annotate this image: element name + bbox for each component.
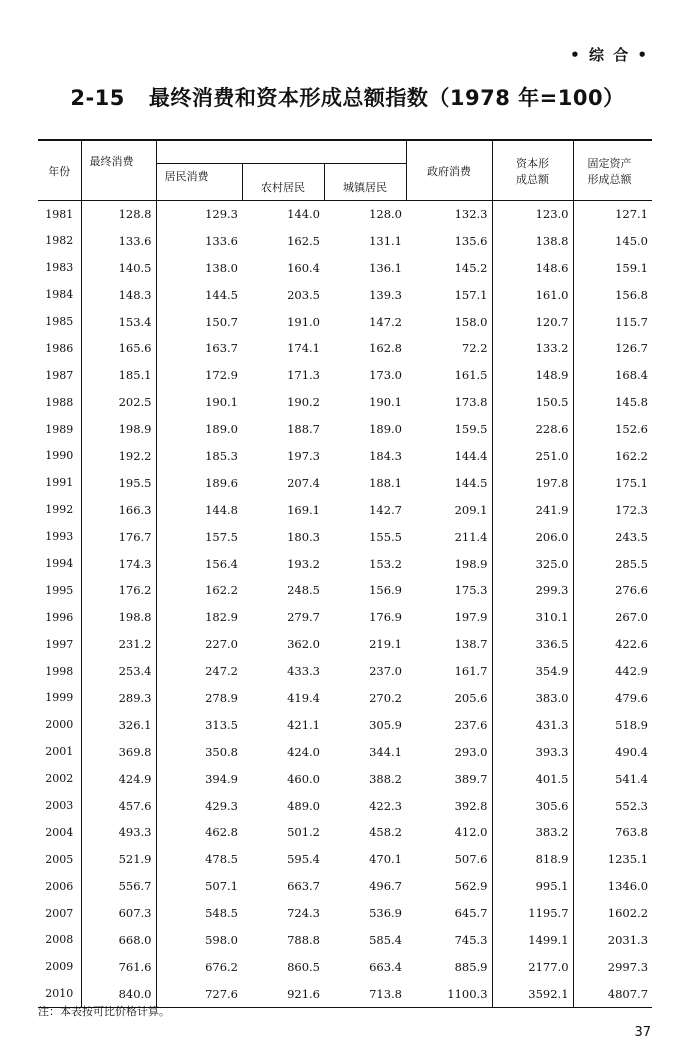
cell-final-consumption: 424.9: [81, 765, 156, 792]
cell-final-consumption: 556.7: [81, 873, 156, 900]
cell-fixed-capital: 479.6: [615, 690, 649, 705]
cell-fixed-capital: 541.4: [615, 771, 649, 786]
cell-government: 237.6: [406, 711, 492, 738]
cell-year: 1991: [38, 469, 81, 496]
cell-rural: 362.0: [287, 637, 320, 652]
cell-fixed-capital: 159.1: [615, 260, 649, 275]
cell-urban: 188.1: [369, 475, 403, 490]
table-row: [38, 281, 652, 308]
cell-rural: 860.5: [287, 959, 320, 974]
cell-capital-formation: 383.2: [492, 819, 573, 846]
cell-household: 394.9: [205, 771, 238, 786]
cell-fixed-capital: 763.8: [615, 825, 649, 840]
cell-government: 645.7: [406, 900, 492, 927]
cell-government: 562.9: [406, 873, 492, 900]
cell-year: 1997: [38, 631, 81, 658]
header-household: 居民消费: [156, 164, 242, 201]
cell-year: 1994: [38, 550, 81, 577]
cell-household: 129.3: [205, 207, 238, 222]
header-capital-formation-line1: 资本形: [516, 156, 550, 170]
cell-urban: 536.9: [369, 906, 403, 921]
cell-fixed-capital: 1235.1: [607, 852, 649, 867]
cell-year: 2002: [38, 765, 81, 792]
cell-capital-formation: 818.9: [492, 846, 573, 873]
cell-final-consumption: 198.8: [81, 604, 156, 631]
cell-rural: 595.4: [287, 852, 320, 867]
cell-capital-formation: 206.0: [492, 523, 573, 550]
cell-capital-formation: 310.1: [492, 604, 573, 631]
cell-government: 161.7: [406, 658, 492, 685]
cell-fixed-capital: 518.9: [615, 717, 649, 732]
cell-fixed-capital: 276.6: [615, 583, 649, 598]
cell-final-consumption: 521.9: [81, 846, 156, 873]
cell-household: 157.5: [205, 529, 238, 544]
cell-capital-formation: 241.9: [492, 496, 573, 523]
table-row: [38, 389, 652, 416]
table-row: [38, 846, 652, 873]
cell-fixed-capital: 126.7: [615, 341, 649, 356]
cell-year: 2004: [38, 819, 81, 846]
table-row: [38, 550, 652, 577]
cell-household: 478.5: [205, 852, 238, 867]
cell-year: 2000: [38, 711, 81, 738]
cell-rural: 460.0: [287, 771, 320, 786]
cell-year: 1988: [38, 389, 81, 416]
cell-final-consumption: 289.3: [81, 685, 156, 712]
cell-government: 209.1: [406, 496, 492, 523]
cell-household: 163.7: [205, 341, 238, 356]
cell-rural: 174.1: [287, 341, 320, 356]
table-row: [38, 604, 652, 631]
cell-household: 429.3: [205, 798, 238, 813]
cell-capital-formation: 325.0: [492, 550, 573, 577]
cell-household: 462.8: [205, 825, 238, 840]
cell-government: 175.3: [406, 577, 492, 604]
cell-capital-formation: 120.7: [492, 308, 573, 335]
header-capital-formation: [492, 140, 573, 201]
cell-final-consumption: 195.5: [81, 469, 156, 496]
cell-household: 182.9: [205, 610, 238, 625]
cell-final-consumption: 174.3: [81, 550, 156, 577]
cell-urban: 305.9: [369, 717, 403, 732]
header-final-consumption: 最终消费: [81, 140, 156, 201]
cell-year: 2008: [38, 927, 81, 954]
cell-year: 2007: [38, 900, 81, 927]
cell-rural: 197.3: [287, 448, 320, 463]
cell-rural: 279.7: [287, 610, 320, 625]
cell-fixed-capital: 1346.0: [607, 879, 649, 894]
table-row: [38, 254, 652, 281]
table-row: [38, 900, 652, 927]
cell-urban: 153.2: [369, 556, 403, 571]
cell-capital-formation: 150.5: [492, 389, 573, 416]
cell-fixed-capital: 490.4: [615, 744, 649, 759]
cell-fixed-capital: 2031.3: [607, 932, 649, 947]
cell-final-consumption: 192.2: [81, 443, 156, 470]
cell-capital-formation: 138.8: [492, 227, 573, 254]
cell-urban: 128.0: [369, 207, 403, 222]
table-row: [38, 953, 652, 980]
table-row: [38, 335, 652, 362]
cell-urban: 184.3: [369, 448, 403, 463]
cell-rural: 144.0: [287, 207, 320, 222]
cell-capital-formation: 228.6: [492, 416, 573, 443]
cell-urban: 156.9: [369, 583, 403, 598]
cell-capital-formation: 995.1: [492, 873, 573, 900]
table-row: [38, 738, 652, 765]
cell-year: 1990: [38, 443, 81, 470]
cell-fixed-capital: 145.8: [615, 395, 649, 410]
cell-capital-formation: 123.0: [492, 201, 573, 228]
cell-fixed-capital: 1602.2: [607, 906, 649, 921]
cell-government: 507.6: [406, 846, 492, 873]
cell-rural: 724.3: [287, 906, 320, 921]
cell-fixed-capital: 267.0: [615, 610, 649, 625]
cell-household: 548.5: [205, 906, 238, 921]
header-urban: 城镇居民: [324, 164, 406, 201]
table-row: [38, 819, 652, 846]
cell-year: 2005: [38, 846, 81, 873]
page-number: 37: [634, 1025, 651, 1040]
header-capital-formation-line2: 成总额: [516, 172, 550, 186]
cell-year: 1982: [38, 227, 81, 254]
cell-government: 158.0: [406, 308, 492, 335]
cell-government: 159.5: [406, 416, 492, 443]
cell-urban: 237.0: [369, 664, 403, 679]
cell-household: 150.7: [205, 314, 238, 329]
cell-government: 157.1: [406, 281, 492, 308]
cell-final-consumption: 166.3: [81, 496, 156, 523]
cell-final-consumption: 133.6: [81, 227, 156, 254]
cell-fixed-capital: 127.1: [615, 207, 649, 222]
cell-capital-formation: 2177.0: [492, 953, 573, 980]
table-title-text: 最终消费和资本形成总额指数（1978 年=100）: [148, 86, 625, 110]
cell-household: 185.3: [205, 448, 238, 463]
cell-government: 211.4: [406, 523, 492, 550]
cell-household: 144.5: [205, 287, 238, 302]
header-fixed-capital-line2: 形成总额: [587, 172, 632, 186]
cell-household: 189.6: [205, 475, 238, 490]
cell-urban: 713.8: [324, 980, 406, 1007]
cell-year: 1986: [38, 335, 81, 362]
cell-fixed-capital: 2997.3: [607, 959, 649, 974]
cell-urban: 162.8: [369, 341, 403, 356]
cell-urban: 131.1: [369, 233, 403, 248]
cell-urban: 219.1: [369, 637, 403, 652]
cell-final-consumption: 231.2: [81, 631, 156, 658]
cell-capital-formation: 133.2: [492, 335, 573, 362]
cell-rural: 160.4: [287, 260, 320, 275]
cell-final-consumption: 128.8: [81, 201, 156, 228]
cell-capital-formation: 401.5: [492, 765, 573, 792]
table-row: [38, 523, 652, 550]
cell-rural: 180.3: [287, 529, 320, 544]
cell-capital-formation: 148.6: [492, 254, 573, 281]
cell-government: 1100.3: [406, 980, 492, 1007]
cell-fixed-capital: 156.8: [615, 287, 649, 302]
cell-final-consumption: 369.8: [81, 738, 156, 765]
cell-year: 1983: [38, 254, 81, 281]
cell-capital-formation: 3592.1: [492, 980, 573, 1007]
cell-urban: 190.1: [369, 395, 403, 410]
cell-final-consumption: 840.0: [81, 980, 156, 1007]
cell-final-consumption: 153.4: [81, 308, 156, 335]
cell-urban: 663.4: [369, 959, 403, 974]
cell-government: 389.7: [406, 765, 492, 792]
cell-rural: 188.7: [287, 422, 320, 437]
header-year: 年份: [38, 140, 81, 201]
cell-urban: 189.0: [369, 422, 403, 437]
cell-rural: 191.0: [287, 314, 320, 329]
cell-capital-formation: 354.9: [492, 658, 573, 685]
cell-household: 676.2: [205, 959, 238, 974]
cell-household: 189.0: [205, 422, 238, 437]
cell-household: 227.0: [205, 637, 238, 652]
table-row: [38, 873, 652, 900]
table-row: [38, 362, 652, 389]
cell-household: 162.2: [205, 583, 238, 598]
cell-urban: 585.4: [369, 932, 403, 947]
cell-urban: 139.3: [369, 287, 403, 302]
cell-rural: 419.4: [287, 690, 320, 705]
cell-year: 1989: [38, 416, 81, 443]
cell-rural: 203.5: [287, 287, 320, 302]
cell-final-consumption: 493.3: [81, 819, 156, 846]
table-title: [0, 82, 695, 112]
cell-year: 1985: [38, 308, 81, 335]
cell-final-consumption: 668.0: [81, 927, 156, 954]
table-row: [38, 443, 652, 470]
cell-fixed-capital: 152.6: [615, 422, 649, 437]
table-row: [38, 927, 652, 954]
cell-urban: 496.7: [369, 879, 403, 894]
cell-government: 144.4: [406, 443, 492, 470]
cell-rural: 162.5: [287, 233, 320, 248]
header-fixed-capital: [573, 140, 652, 201]
cell-government: 885.9: [406, 953, 492, 980]
cell-capital-formation: 197.8: [492, 469, 573, 496]
cell-urban: 142.7: [369, 502, 403, 517]
cell-rural: 433.3: [287, 664, 320, 679]
table-row: [38, 496, 652, 523]
cell-year: 1996: [38, 604, 81, 631]
cell-final-consumption: 176.2: [81, 577, 156, 604]
cell-household: 278.9: [205, 690, 238, 705]
table-row: [38, 577, 652, 604]
cell-year: 2001: [38, 738, 81, 765]
cell-final-consumption: 202.5: [81, 389, 156, 416]
cell-capital-formation: 161.0: [492, 281, 573, 308]
cell-year: 2009: [38, 953, 81, 980]
cell-urban: 422.3: [369, 798, 403, 813]
cell-rural: 489.0: [287, 798, 320, 813]
table-row: [38, 469, 652, 496]
table-row: [38, 711, 652, 738]
table-row: [38, 416, 652, 443]
cell-final-consumption: 607.3: [81, 900, 156, 927]
cell-household: 190.1: [205, 395, 238, 410]
cell-fixed-capital: 285.5: [615, 556, 649, 571]
cell-year: 2003: [38, 792, 81, 819]
cell-fixed-capital: 175.1: [615, 475, 649, 490]
cell-urban: 176.9: [369, 610, 403, 625]
cell-capital-formation: 1499.1: [492, 927, 573, 954]
cell-government: 205.6: [406, 685, 492, 712]
cell-year: 1993: [38, 523, 81, 550]
cell-government: 197.9: [406, 604, 492, 631]
cell-final-consumption: 140.5: [81, 254, 156, 281]
cell-final-consumption: 761.6: [81, 953, 156, 980]
table-row: [38, 308, 652, 335]
cell-household: 313.5: [205, 717, 238, 732]
cell-rural: 663.7: [287, 879, 320, 894]
header-spacer: [156, 140, 406, 164]
cell-government: 145.2: [406, 254, 492, 281]
cell-fixed-capital: 422.6: [615, 637, 649, 652]
cell-year: 1981: [38, 201, 81, 228]
header-rural: 农村居民: [242, 164, 324, 201]
cell-fixed-capital: 4807.7: [573, 980, 652, 1007]
cell-year: 2006: [38, 873, 81, 900]
cell-government: 132.3: [406, 201, 492, 228]
cell-government: 293.0: [406, 738, 492, 765]
cell-household: 247.2: [205, 664, 238, 679]
table-row: [38, 658, 652, 685]
cell-fixed-capital: 115.7: [615, 314, 649, 329]
cell-household: 507.1: [205, 879, 238, 894]
cell-urban: 173.0: [369, 368, 403, 383]
section-tag: • 综 合 •: [570, 46, 649, 64]
cell-household: 156.4: [205, 556, 238, 571]
cell-household: 138.0: [205, 260, 238, 275]
table-row: [38, 201, 652, 228]
cell-government: 745.3: [406, 927, 492, 954]
cell-final-consumption: 165.6: [81, 335, 156, 362]
cell-fixed-capital: 145.0: [615, 233, 649, 248]
cell-final-consumption: 185.1: [81, 362, 156, 389]
cell-household: 144.8: [205, 502, 238, 517]
cell-capital-formation: 383.0: [492, 685, 573, 712]
cell-rural: 421.1: [287, 717, 320, 732]
table-note: 注：本表按可比价格计算。: [38, 1005, 170, 1018]
cell-year: 1987: [38, 362, 81, 389]
cell-fixed-capital: 442.9: [615, 664, 649, 679]
cell-government: 161.5: [406, 362, 492, 389]
cell-final-consumption: 198.9: [81, 416, 156, 443]
cell-fixed-capital: 552.3: [615, 798, 649, 813]
table-header: [38, 140, 652, 201]
cell-government: 135.6: [406, 227, 492, 254]
table-row: [38, 685, 652, 712]
cell-government: 72.2: [406, 335, 492, 362]
cell-government: 392.8: [406, 792, 492, 819]
cell-year: 1995: [38, 577, 81, 604]
cell-rural: 169.1: [287, 502, 320, 517]
cell-capital-formation: 251.0: [492, 443, 573, 470]
cell-final-consumption: 176.7: [81, 523, 156, 550]
table-row: [38, 792, 652, 819]
cell-rural: 424.0: [287, 744, 320, 759]
header-fixed-capital-line1: 固定资产: [587, 156, 632, 170]
cell-capital-formation: 393.3: [492, 738, 573, 765]
cell-household: 172.9: [205, 368, 238, 383]
cell-urban: 344.1: [369, 744, 403, 759]
cell-household: 133.6: [205, 233, 238, 248]
table-row: [38, 765, 652, 792]
cell-final-consumption: 326.1: [81, 711, 156, 738]
cell-capital-formation: 299.3: [492, 577, 573, 604]
cell-government: 138.7: [406, 631, 492, 658]
cell-year: 1998: [38, 658, 81, 685]
table-body: [38, 201, 652, 1008]
header-government: 政府消费: [406, 140, 492, 201]
cell-urban: 458.2: [369, 825, 403, 840]
cell-fixed-capital: 168.4: [615, 368, 649, 383]
cell-household: 598.0: [205, 932, 238, 947]
index-table: [38, 139, 652, 1008]
cell-capital-formation: 305.6: [492, 792, 573, 819]
cell-household: 727.6: [156, 980, 242, 1007]
index-table-container: [38, 139, 652, 1008]
cell-rural: 207.4: [287, 475, 320, 490]
cell-urban: 470.1: [369, 852, 403, 867]
cell-urban: 388.2: [369, 771, 403, 786]
cell-capital-formation: 336.5: [492, 631, 573, 658]
cell-final-consumption: 253.4: [81, 658, 156, 685]
cell-government: 198.9: [406, 550, 492, 577]
cell-government: 144.5: [406, 469, 492, 496]
cell-urban: 270.2: [369, 690, 403, 705]
cell-year: 1992: [38, 496, 81, 523]
table-number: 2-15: [70, 86, 125, 110]
cell-fixed-capital: 243.5: [615, 529, 649, 544]
cell-capital-formation: 1195.7: [492, 900, 573, 927]
cell-final-consumption: 148.3: [81, 281, 156, 308]
cell-rural: 193.2: [287, 556, 320, 571]
cell-capital-formation: 148.9: [492, 362, 573, 389]
cell-rural: 171.3: [287, 368, 320, 383]
cell-rural: 788.8: [287, 932, 320, 947]
cell-urban: 155.5: [369, 529, 403, 544]
cell-urban: 136.1: [369, 260, 403, 275]
table-row: [38, 227, 652, 254]
cell-household: 350.8: [205, 744, 238, 759]
table-row: [38, 631, 652, 658]
cell-rural: 501.2: [287, 825, 320, 840]
cell-rural: 190.2: [287, 395, 320, 410]
cell-final-consumption: 457.6: [81, 792, 156, 819]
cell-fixed-capital: 162.2: [615, 448, 649, 463]
cell-fixed-capital: 172.3: [615, 502, 649, 517]
cell-capital-formation: 431.3: [492, 711, 573, 738]
cell-government: 412.0: [406, 819, 492, 846]
cell-rural: 248.5: [287, 583, 320, 598]
cell-year: 2010: [38, 980, 81, 1007]
cell-government: 173.8: [406, 389, 492, 416]
cell-year: 1984: [38, 281, 81, 308]
cell-urban: 147.2: [369, 314, 403, 329]
cell-rural: 921.6: [242, 980, 324, 1007]
cell-year: 1999: [38, 685, 81, 712]
